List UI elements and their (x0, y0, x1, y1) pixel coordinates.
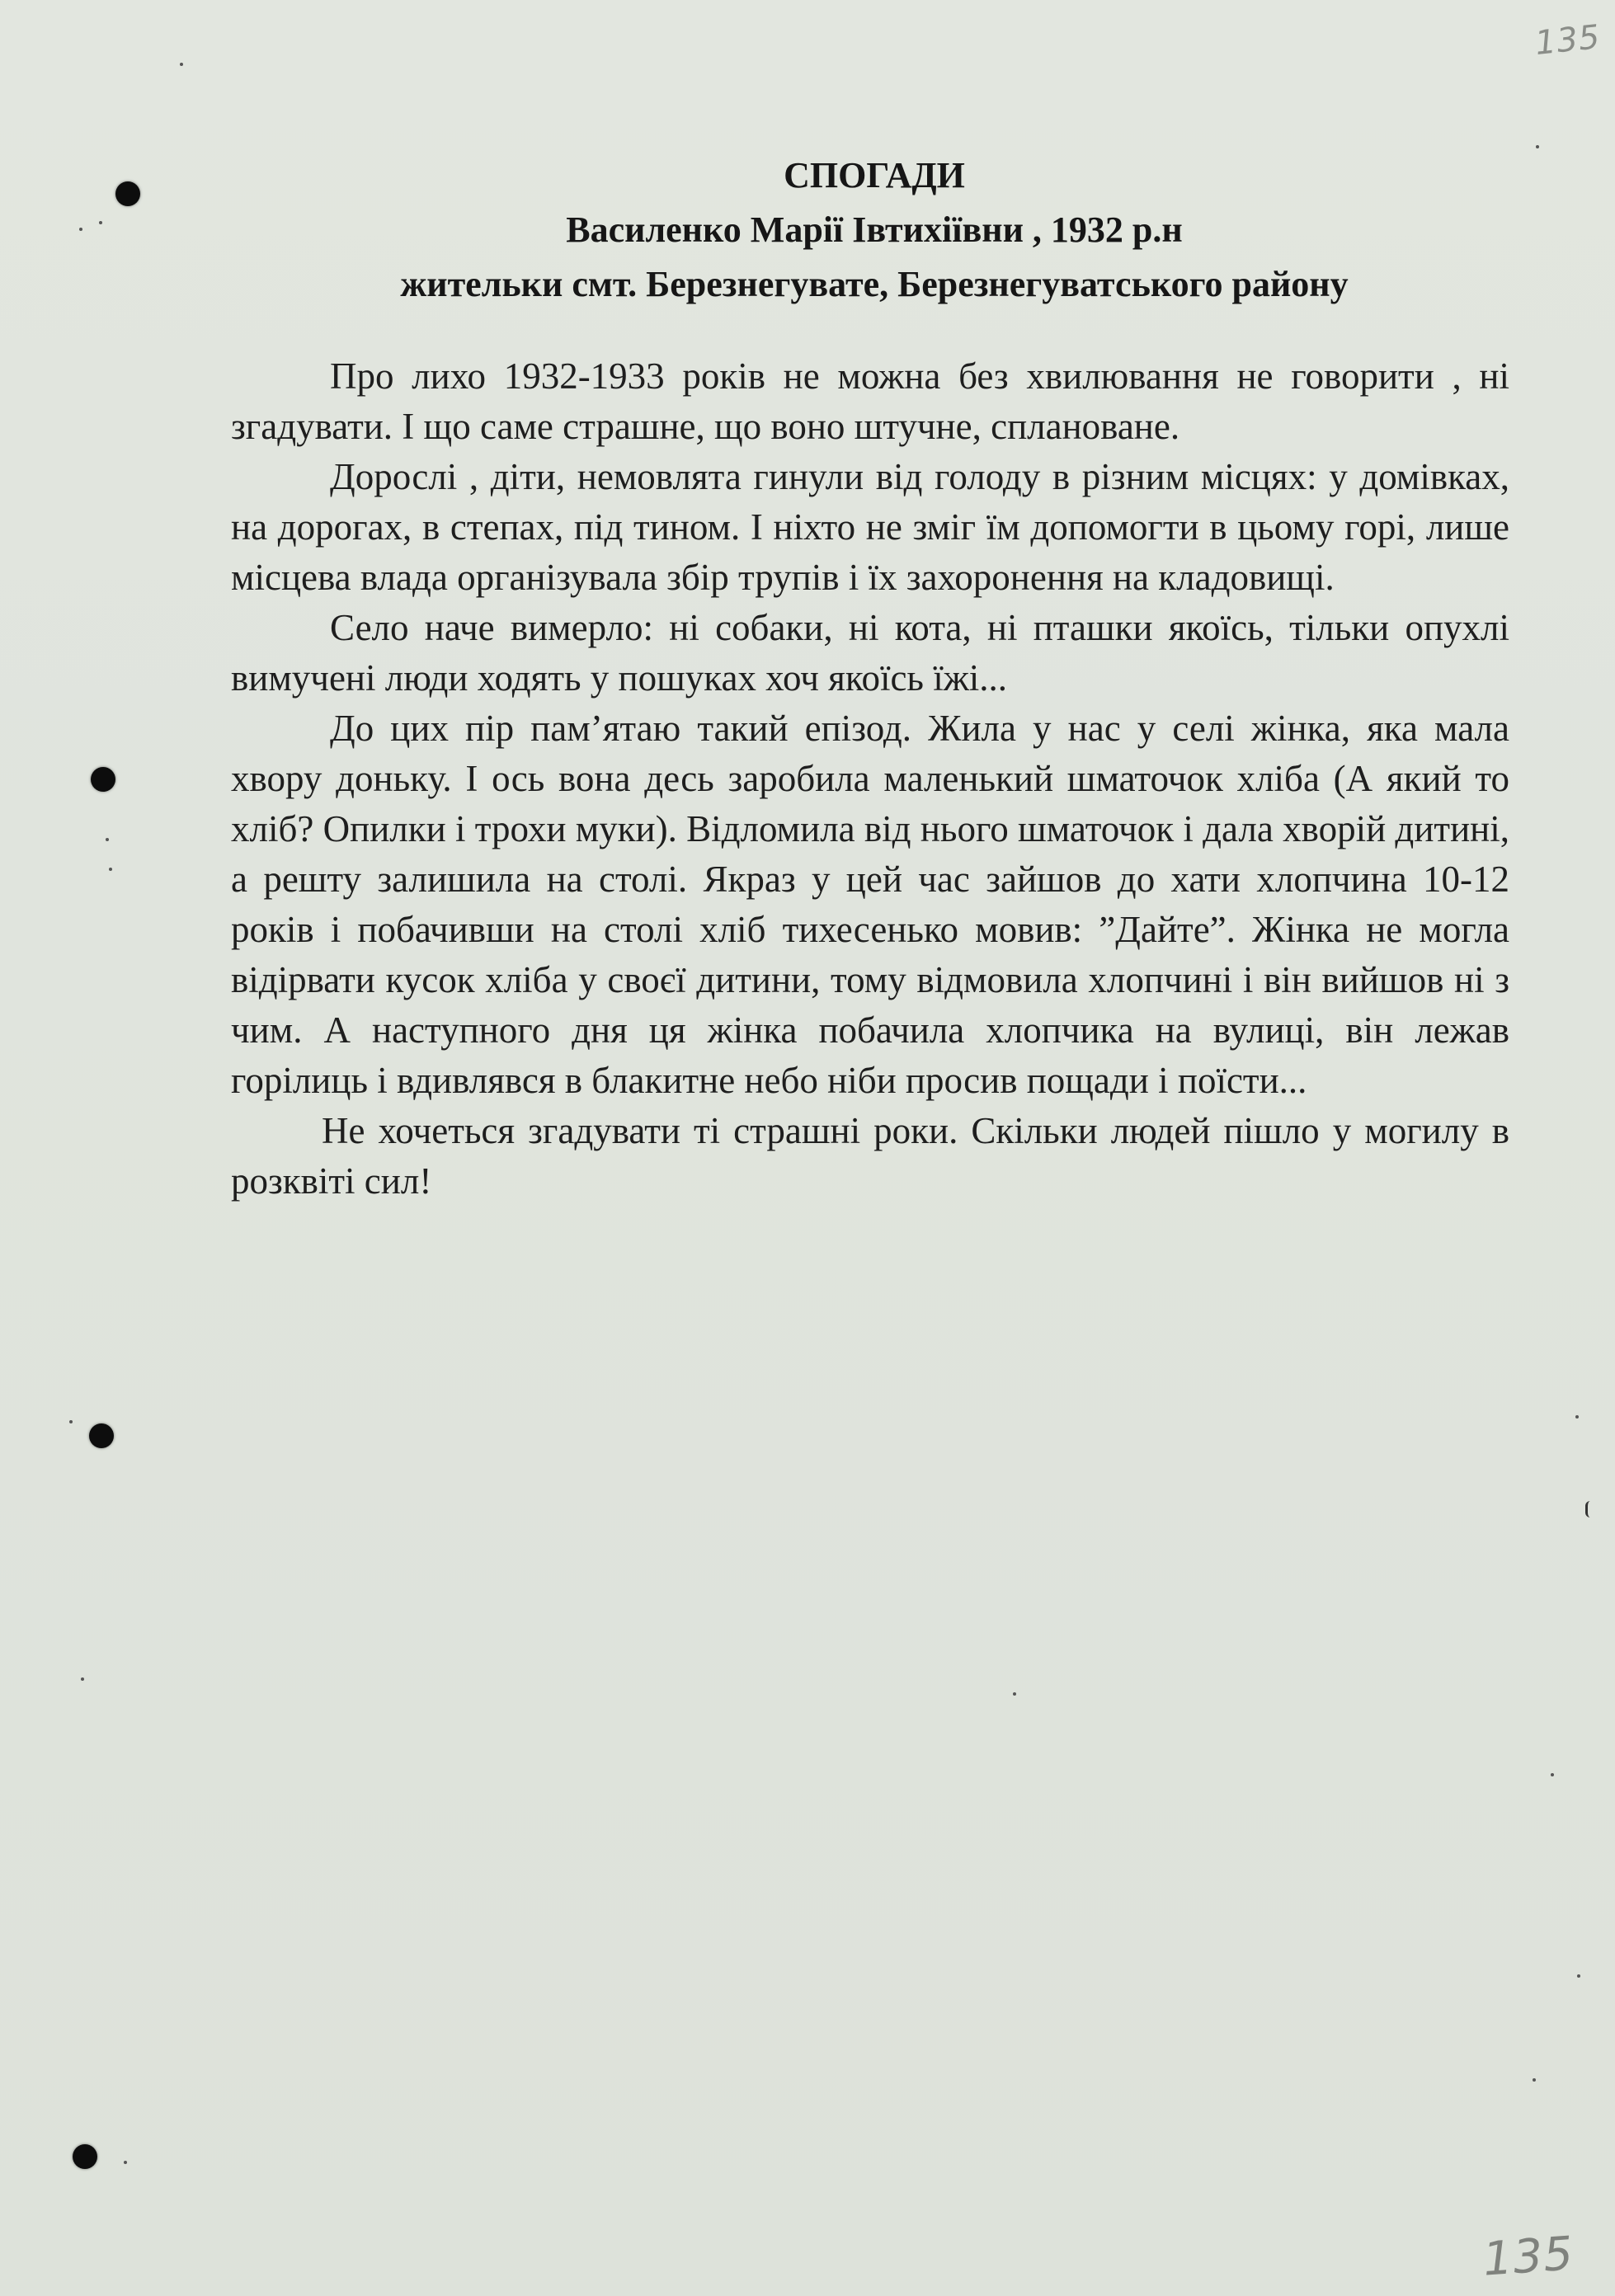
location-line: жительки смт. Березнегувате, Березнегуватського району (400, 264, 1349, 304)
document-body (231, 351, 1509, 1207)
binder-hole (89, 1423, 114, 1448)
paragraph: До цих пір пам’ятаю такий епізод. Жила у нас у селі жінка, яка мала хвору доньку. І ось вона десь заробила маленький шматочок хліба (А який то хліб? Опилки і трохи муки). Відломила від нього шматочок і дала хворій дитині, а решту залишила на столі. Якраз у цей час зайшов до хати хлопчина 10-12 років і побачивши на столі хліб тихесенько мовив: ”Дайте”. Жінка не могла відірвати кусок хліба у своєї дитини, тому відмовила хлопчині і він вийшов ні з чим. А наступного дня ця жінка побачила хлопчика на вулиці, він лежав горілиць і вдивлявся в блакитне небо ніби просив пощади і поїсти... (231, 708, 1509, 1101)
speck (1013, 1692, 1016, 1696)
page-number-bottom: 135 (1481, 2227, 1576, 2287)
speck (99, 221, 102, 224)
document-title: СПОГАДИ (784, 155, 965, 195)
binder-hole (115, 181, 140, 206)
paragraph: Не хочеться згадувати ті страшні роки. Скільки людей пішло у могилу в розквіті сил! (231, 1110, 1509, 1202)
page-number-top: 135 (1533, 17, 1603, 64)
binder-hole (73, 2144, 97, 2169)
speck (69, 1420, 73, 1423)
speck (1577, 1974, 1580, 1978)
author-line: Василенко Марії Івтихіївни , 1932 р.н (566, 209, 1183, 250)
speck (1551, 1773, 1554, 1776)
margin-mark (1585, 1501, 1591, 1517)
binder-hole (91, 767, 115, 792)
speck (106, 838, 109, 841)
speck (1533, 2078, 1536, 2082)
speck (124, 2161, 127, 2164)
paragraph: Село наче вимерло: ні собаки, ні кота, ні пташки якоїсь, тільки опухлі вимучені люди ходять у пошуках хоч якоїсь їжі... (231, 607, 1509, 699)
speck (109, 868, 112, 871)
document-header (214, 148, 1534, 312)
paragraph: Про лихо 1932-1933 років не можна без хвилювання не говорити , ні згадувати. І що саме страшне, що воно штучне, сплановане. (231, 355, 1509, 447)
speck (180, 63, 183, 66)
speck (81, 1677, 84, 1681)
speck (1536, 145, 1539, 148)
paragraph: Дорослі , діти, немовлята гинули від голоду в різним місцях: у домівках, на дорогах, в степах, під тином. І ніхто не зміг їм допомогти в цьому горі, лише місцева влада організувала збір трупів і їх захоронення на кладовищі. (231, 456, 1509, 598)
speck (1575, 1415, 1579, 1419)
speck (79, 228, 82, 231)
